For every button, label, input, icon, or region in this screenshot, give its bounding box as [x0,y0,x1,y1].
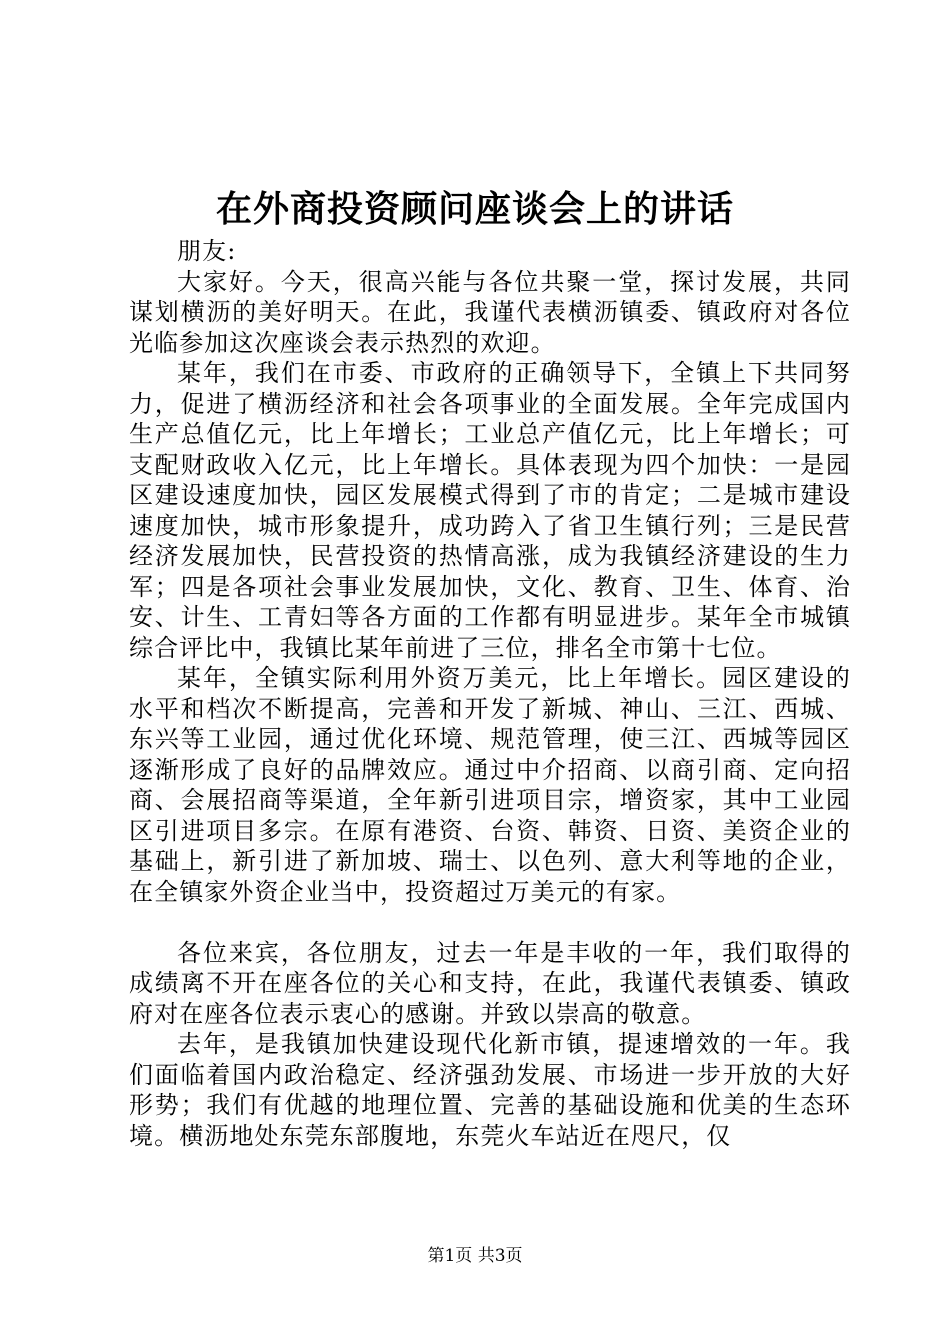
document-body [129,236,851,1151]
paragraph-4: 各位来宾，各位朋友，过去一年是丰收的一年，我们取得的成绩离不开在座各位的关心和支持，在此，我谨代表镇委、镇政府对在座各位表示衷心的感谢。并致以崇高的敬意。 [129,938,851,1028]
paragraph-1: 大家好。今天，很高兴能与各位共聚一堂，探讨发展，共同谋划横沥的美好明天。在此，我谨代表横沥镇委、镇政府对各位光临参加这次座谈会表示热烈的欢迎。 [129,267,851,357]
page-footer: 第1页 共3页 [427,1246,523,1266]
paragraph-2: 某年，我们在市委、市政府的正确领导下，全镇上下共同努力，促进了横沥经济和社会各项事业的全面发展。全年完成国内生产总值亿元，比上年增长；工业总产值亿元，比上年增长；可支配财政收入亿元，比上年增长。具体表现为四个加快：一是园区建设速度加快，园区发展模式得到了市的肯定；二是城市建设速度加快，城市形象提升，成功跨入了省卫生镇行列；三是民营经济发展加快，民营投资的热情高涨，成为我镇经济建设的生力军；四是各项社会事业发展加快，文化、教育、卫生、体育、治安、计生、工青妇等各方面的工作都有明显进步。某年全市城镇综合评比中，我镇比某年前进了三位，排名全市第十七位。 [129,359,851,662]
salutation: 朋友: [177,237,237,265]
document-title: 在外商投资顾问座谈会上的讲话 [215,188,734,230]
paragraph-5: 去年，是我镇加快建设现代化新市镇，提速增效的一年。我们面临着国内政治稳定、经济强劲发展、市场进一步开放的大好形势；我们有优越的地理位置、完善的基础设施和优美的生态环境。横沥地处东莞东部腹地，东莞火车站近在咫尺，仅 [129,1030,851,1150]
paragraph-3: 某年，全镇实际利用外资万美元，比上年增长。园区建设的水平和档次不断提高，完善和开发了新城、神山、三江、西城、东兴等工业园，通过优化环境、规范管理，使三江、西城等园区逐渐形成了良好的品牌效应。通过中介招商、以商引商、定向招商、会展招商等渠道，全年新引进项目宗，增资家，其中工业园区引进项目多宗。在原有港资、台资、韩资、日资、美资企业的基础上，新引进了新加坡、瑞士、以色列、意大利等地的企业，在全镇家外资企业当中，投资超过万美元的有家。 [129,664,851,906]
